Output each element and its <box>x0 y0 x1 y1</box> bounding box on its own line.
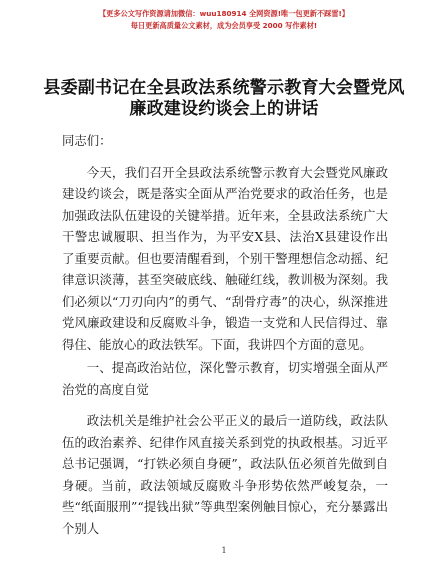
document-title: 县委副书记在全县政法系统警示教育大会暨党风廉政建设约谈会上的讲话 <box>43 78 405 119</box>
section-heading: 一、提高政治站位，深化警示教育，切实增强全面从严治党的高度自觉 <box>62 360 388 397</box>
page-number: 1 <box>221 546 227 555</box>
salutation: 同志们： <box>62 133 112 148</box>
promo-banner <box>0 8 448 32</box>
section-paragraph: 政法机关是维护社会公平正义的最后一道防线，政法队伍的政治素养、纪律作风直接关系到党的执政根基。习近平总书记强调，“打铁必须自身硬”，政法队伍必须首先做到自身硬。当前，政法领域反腐败斗争形势依然严峻复杂，一些“纸面服刑”“提钱出狱”等典型案例触目惊心，充分暴露出个别人 <box>62 413 388 536</box>
promo-banner-line-1: 【更多公文写作资源请加微信：wuu180914 全网资源!唯一包更新不踩雷!】 <box>98 9 349 18</box>
body-paragraph: 今天，我们召开全县政法系统警示教育大会暨党风廉政建设约谈会，既是落实全面从严治党要求的政治任务，也是加强政法队伍建设的关键举措。近年来，全县政法系统广大干警忠诚履职、担当作为，为平安X县、法治X县建设作出了重要贡献。但也要清醒看到，个别干警理想信念动摇、纪律意识淡薄，甚至突破底线、触碰红线，教训极为深刻。我们必须以“刀刃向内”的勇气、“刮骨疗毒”的决心，纵深推进党风廉政建设和反腐败斗争，锻造一支党和人民信得过、靠得住、能放心的政法铁军。下面，我讲四个方面的意见。 <box>62 164 388 352</box>
promo-banner-line-2: 每日更新高质量公文素材，成为会员享受 2000 写作素材! <box>130 21 318 30</box>
document-body <box>62 130 388 539</box>
